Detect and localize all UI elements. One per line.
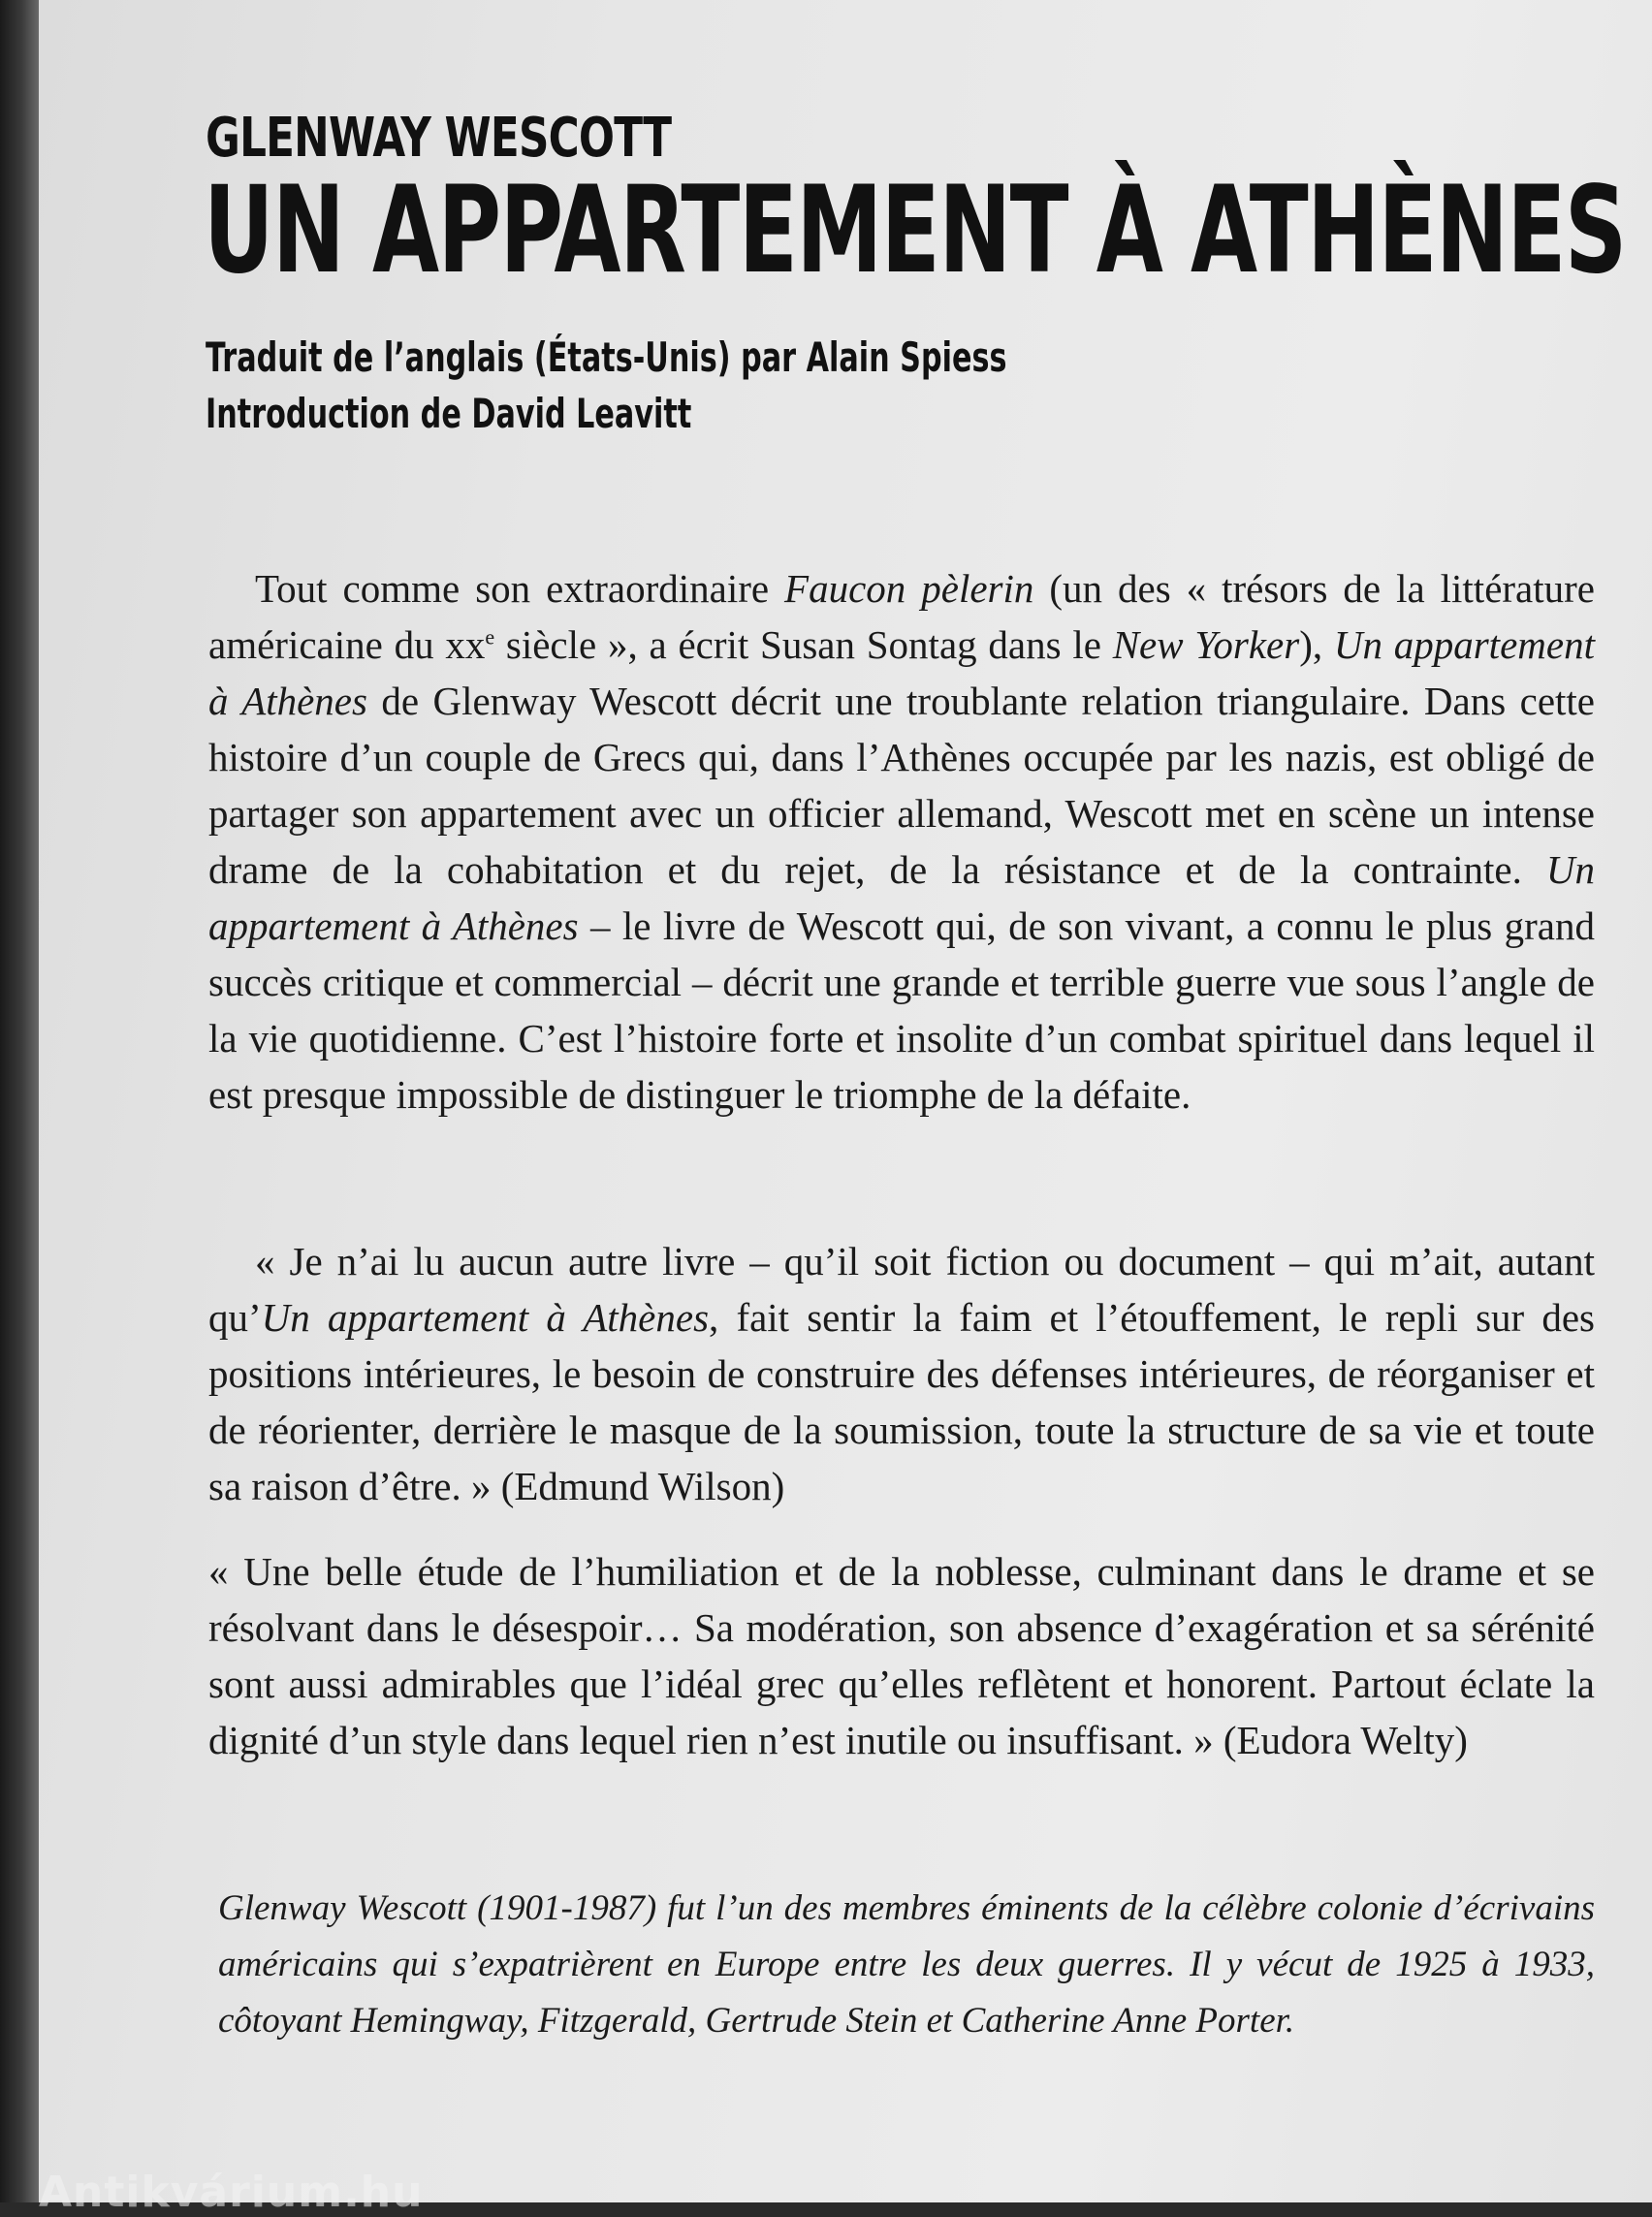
book-spine-edge <box>0 0 39 2202</box>
watermark: Antikvárium.hu <box>39 2168 424 2217</box>
book-title: UN APPARTEMENT À ATHÈNES <box>204 161 1626 301</box>
book-reference: Un appartement à Athènes <box>208 847 1595 948</box>
book-reference: Un appartement à Athènes <box>261 1295 710 1340</box>
book-reference: Faucon pèlerin <box>784 566 1034 611</box>
author-name: GLENWAY WESCOTT <box>206 107 672 170</box>
introduction-credit: Introduction de David Leavitt <box>206 390 692 437</box>
back-cover-page <box>39 0 1652 2202</box>
translation-credit: Traduit de l’anglais (États-Unis) par Alain Spiess <box>206 333 1007 381</box>
quote-eudora-welty: « Une belle étude de l’humiliation et de la noblesse, culminant dans le drame et se résolvant dans le désespoir… Sa modération, son absence d’exagération et sa sérénité sont aussi admirables que l’idéal grec qu’elles reflètent et honorent. Partout éclate la dignité d’un style dans lequel rien n’est inutile ou insuffisant. » (Eudora Welty) <box>208 1549 1595 1762</box>
author-biography: Glenway Wescott (1901-1987) fut l’un des membres éminents de la célèbre colonie d’écrivains américains qui s’expatrièrent en Europe entre les deux guerres. Il y vécut de 1925 à 1933, côtoyant Hemingway, Fitzgerald, Gertrude Stein et Catherine Anne Porter. <box>218 1888 1595 2041</box>
book-reference: Un appartement à Athènes <box>208 622 1595 723</box>
synopsis-paragraph: Tout comme son extraordinaire Faucon pèlerin (un des « trésors de la littérature américaine du $xx^e$ siècle », a écrit Susan Sontag dans le New Yorker), Un appartement à Athènes de Glenway Wescott décrit une troublante relation triangulaire. Dans cette histoire d’un couple de Grecs qui, dans l’Athènes occupée par les nazis, est obligé de partager son appartement avec un officier allemand, Wescott met en scène un intense drame de la cohabitation et du rejet, de la résistance et de la contrainte. Un appartement à Athènes – le livre de Wescott qui, de son vivant, a connu le plus grand succès critique et commercial – décrit une grande et terrible guerre vue sous l’angle de la vie quotidienne. C’est l’histoire forte et insolite d’un combat spirituel dans lequel il est presque impossible de distinguer le triomphe de la défaite. <box>208 566 1595 1117</box>
magazine-reference: New Yorker <box>1112 622 1300 667</box>
quote-edmund-wilson: « Je n’ai lu aucun autre livre – qu’il soit fiction ou document – qui m’ait, autant qu’Un appartement à Athènes, fait sentir la faim et l’étouffement, le repli sur des positions intérieures, le besoin de construire des défenses intérieures, de réorganiser et de réorienter, derrière le masque de la soumission, toute la structure de sa vie et toute sa raison d’être. » (Edmund Wilson) <box>208 1239 1595 1508</box>
